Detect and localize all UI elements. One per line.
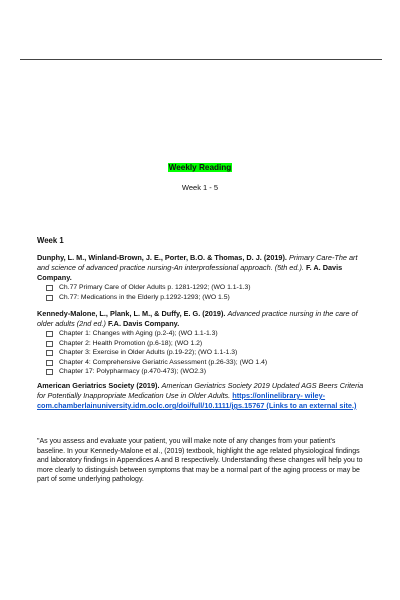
header-rule [20,59,382,60]
list-item: Ch.77 Primary Care of Older Adults p. 1281-1292; (WO 1.1-1.3) [59,283,365,293]
weeks-range: Week 1 - 5 [181,183,219,192]
chapter-list [37,283,365,302]
reference-authors: Kennedy-Malone, L., Plank, L. M., & Duffy, E. G. (2019). [37,309,226,318]
instruction-paragraph: "As you assess and evaluate your patient, you will make note of any changes from your patient's baseline. In your Kennedy-Malone et al., (2019) textbook, highlight the age related physiological findings and laboratory findings in Appendices A and B respectively. Understanding these changes will help you to more clearly to distinguish between symptoms that may be a normal part of the aging process or may be part of some underlying pathology. [37,438,363,484]
reference-ags [37,381,365,411]
beers-criteria-link[interactable]: https://onlinelibrary- wiley-com.chamberlainuniversity.idm.oclc.org/doi/full/10.1111/jgs.15767 (Links to an external site.) [37,391,357,410]
list-item: Chapter 3: Exercise in Older Adults (p.19-22); (WO 1.1-1.3) [59,348,365,358]
list-item: Chapter 4: Comprehensive Geriatric Assessment (p.26-33); (WO 1.4) [59,358,365,368]
reference-publisher: F.A. Davis Company. [108,319,180,328]
list-item: Chapter 1: Changes with Aging (p.2-4); (WO 1.1-1.3) [59,329,365,339]
list-item: Ch.77: Medications in the Elderly p.1292-1293; (WO 1.5) [59,293,365,303]
reference-authors: American Geriatrics Society (2019). [37,381,160,390]
reference-title: Primary Care-The art and science of advanced practice nursing-An interprofessional approach. (5th ed.). [37,253,358,272]
reference-publisher: F. A. Davis Company. [37,263,343,282]
weekly-reading-heading: Weekly Reading [168,163,232,172]
week-1-label: Week 1 [37,236,64,245]
reference-authors: Dunphy, L. M., Winland-Brown, J. E., Porter, B.O. & Thomas, D. J. (2019). [37,253,287,262]
chapter-list [37,329,365,377]
page-title [0,163,400,172]
list-item: Chapter 2: Health Promotion (p.6-18); (WO 1.2) [59,339,365,349]
reference-title: American Geriatrics Society 2019 Updated AGS Beers Criteria for Potentially Inappropriate Medication Use in Older Adults. [37,381,364,400]
reference-dunphy [37,253,365,302]
list-item: Chapter 17: Polypharmacy (p.470-473); (WO2.3) [59,367,365,377]
reference-title: Advanced practice nursing in the care of older adults (2nd ed.) [37,309,358,328]
reference-kennedy-malone [37,309,365,377]
